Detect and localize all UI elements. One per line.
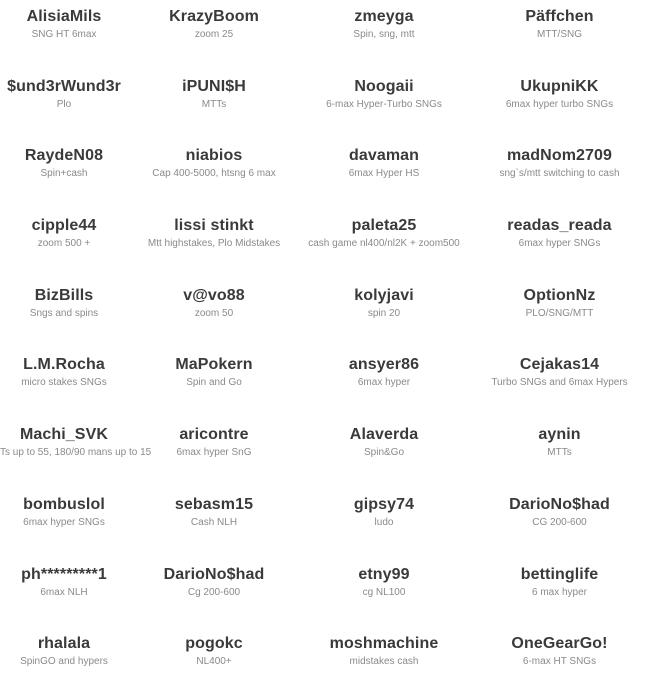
player-card	[468, 488, 651, 558]
player-card	[300, 488, 468, 558]
player-description: midstakes cash	[349, 656, 419, 668]
player-description: MTTs	[547, 447, 572, 459]
player-name[interactable]: aynin	[538, 426, 581, 444]
player-description: Mtt highstakes, Plo Midstakes	[147, 238, 281, 250]
player-name[interactable]: rhalala	[37, 635, 91, 653]
player-card	[300, 70, 468, 140]
player-card	[128, 70, 300, 140]
player-card	[300, 348, 468, 418]
player-card	[128, 348, 300, 418]
player-card	[468, 209, 651, 279]
player-name[interactable]: zmeyga	[354, 8, 414, 25]
player-name[interactable]: bombuslol	[23, 495, 105, 513]
player-name[interactable]: DarioNo$had	[163, 565, 265, 583]
player-card	[0, 0, 128, 70]
player-card	[468, 70, 651, 140]
player-description: MTTs	[201, 98, 227, 110]
player-description: Ts up to 55, 180/90 mans up to 15	[0, 447, 152, 459]
player-description: 6max hyper SNGs	[518, 238, 601, 250]
player-name[interactable]: niabios	[185, 147, 243, 165]
player-description: Spin+cash	[40, 168, 88, 180]
player-card	[468, 279, 651, 349]
player-description: 6max hyper SNGs	[23, 516, 105, 528]
player-description: Cap 400-5000, htsng 6 max	[152, 168, 276, 180]
player-name[interactable]: Noogaii	[354, 77, 414, 95]
player-card	[468, 139, 651, 209]
player-name[interactable]: lissi stinkt	[174, 217, 254, 235]
player-name[interactable]: BizBills	[34, 286, 94, 304]
player-card	[128, 558, 300, 628]
player-name[interactable]: madNom2709	[506, 147, 613, 165]
player-description: 6max hyper SnG	[176, 447, 252, 459]
player-card	[0, 279, 128, 349]
player-card	[128, 488, 300, 558]
player-description: sng`s/mtt switching to cash	[499, 168, 620, 180]
player-card	[300, 279, 468, 349]
player-card	[0, 558, 128, 628]
player-card	[468, 348, 651, 418]
player-card	[128, 279, 300, 349]
player-description: 6-max HT SNGs	[522, 656, 597, 668]
player-description: Cash NLH	[190, 516, 238, 528]
player-name[interactable]: gipsy74	[353, 495, 415, 513]
player-card	[0, 418, 152, 488]
player-description: Spin&Go	[363, 447, 405, 459]
player-name[interactable]: RaydeN08	[24, 147, 104, 165]
player-description: SNG HT 6max	[31, 29, 97, 40]
player-name[interactable]: AlisiaMils	[26, 8, 102, 25]
player-description: 6-max Hyper-Turbo SNGs	[326, 98, 442, 110]
player-card	[0, 627, 128, 697]
player-description: Cg 200-600	[187, 586, 241, 598]
player-name[interactable]: DarioNo$had	[509, 495, 610, 513]
player-description: cg NL100	[362, 586, 406, 598]
player-name[interactable]: sebasm15	[174, 495, 254, 513]
player-card	[300, 418, 468, 488]
player-name[interactable]: L.M.Rocha	[23, 356, 105, 374]
player-name[interactable]: OptionNz	[523, 286, 596, 304]
player-card	[300, 209, 468, 279]
player-name[interactable]: iPUNI$H	[182, 77, 246, 95]
player-card	[0, 139, 128, 209]
player-card	[128, 209, 300, 279]
player-name[interactable]: cipple44	[31, 217, 97, 235]
player-card	[0, 70, 128, 140]
player-description: zoom 50	[194, 307, 234, 319]
player-card	[0, 488, 128, 558]
player-name[interactable]: Päffchen	[525, 8, 594, 25]
player-description: 6max NLH	[40, 586, 88, 598]
player-description: zoom 25	[194, 29, 234, 40]
player-name[interactable]: ph*********1	[21, 565, 107, 583]
player-description: CG 200-600	[532, 516, 587, 528]
player-description: Turbo SNGs and 6max Hypers	[491, 377, 628, 389]
player-card	[300, 627, 468, 697]
player-name[interactable]: MaPokern	[175, 356, 253, 374]
player-name[interactable]: Machi_SVK	[19, 426, 109, 444]
player-name[interactable]: Cejakas14	[519, 356, 600, 374]
player-description: SpinGO and hypers	[20, 656, 108, 668]
player-card	[0, 209, 128, 279]
player-description: 6max hyper	[357, 377, 411, 389]
player-name[interactable]: etny99	[358, 565, 410, 583]
player-description: ludo	[374, 516, 394, 528]
player-card	[468, 418, 651, 488]
player-description: Sngs and spins	[29, 307, 99, 319]
player-card	[300, 0, 468, 70]
player-name[interactable]: pogokc	[185, 635, 243, 653]
player-description: Spin, sng, mtt	[353, 29, 415, 40]
player-card	[300, 139, 468, 209]
player-card	[128, 627, 300, 697]
player-name[interactable]: davaman	[348, 147, 420, 165]
player-name[interactable]: Alaverda	[349, 426, 419, 444]
player-card	[0, 348, 128, 418]
player-name[interactable]: OneGearGo!	[511, 635, 608, 653]
player-card	[468, 0, 651, 70]
player-description: cash game nl400/nl2K + zoom500	[308, 238, 460, 250]
player-description: 6 max hyper	[531, 586, 588, 598]
player-description: Plo	[56, 98, 72, 110]
player-card	[300, 558, 468, 628]
player-description: PLO/SNG/MTT	[525, 307, 594, 319]
player-description: 6max Hyper HS	[348, 168, 420, 180]
player-name[interactable]: readas_reada	[507, 217, 612, 235]
player-description: spin 20	[367, 307, 401, 319]
player-description: micro stakes SNGs	[21, 377, 107, 389]
player-description: zoom 500 +	[37, 238, 91, 250]
player-card	[128, 139, 300, 209]
player-name[interactable]: paleta25	[351, 217, 417, 235]
player-name[interactable]: kolyjavi	[354, 286, 414, 304]
player-description: MTT/SNG	[537, 29, 582, 40]
player-name[interactable]: $und3rWund3r	[7, 77, 121, 95]
player-name[interactable]: moshmachine	[329, 635, 439, 653]
player-name[interactable]: v@vo88	[183, 286, 245, 304]
player-name[interactable]: aricontre	[179, 426, 249, 444]
player-name[interactable]: ansyer86	[348, 356, 420, 374]
player-card	[468, 558, 651, 628]
player-description: Spin and Go	[186, 377, 242, 389]
player-card	[468, 627, 651, 697]
player-description: 6max hyper turbo SNGs	[505, 98, 614, 110]
player-name[interactable]: bettinglife	[520, 565, 599, 583]
player-name[interactable]: KrazyBoom	[169, 8, 259, 25]
player-description: NL400+	[196, 656, 232, 668]
player-name[interactable]: UkupniKK	[520, 77, 599, 95]
player-card	[128, 418, 300, 488]
player-card	[128, 0, 300, 70]
